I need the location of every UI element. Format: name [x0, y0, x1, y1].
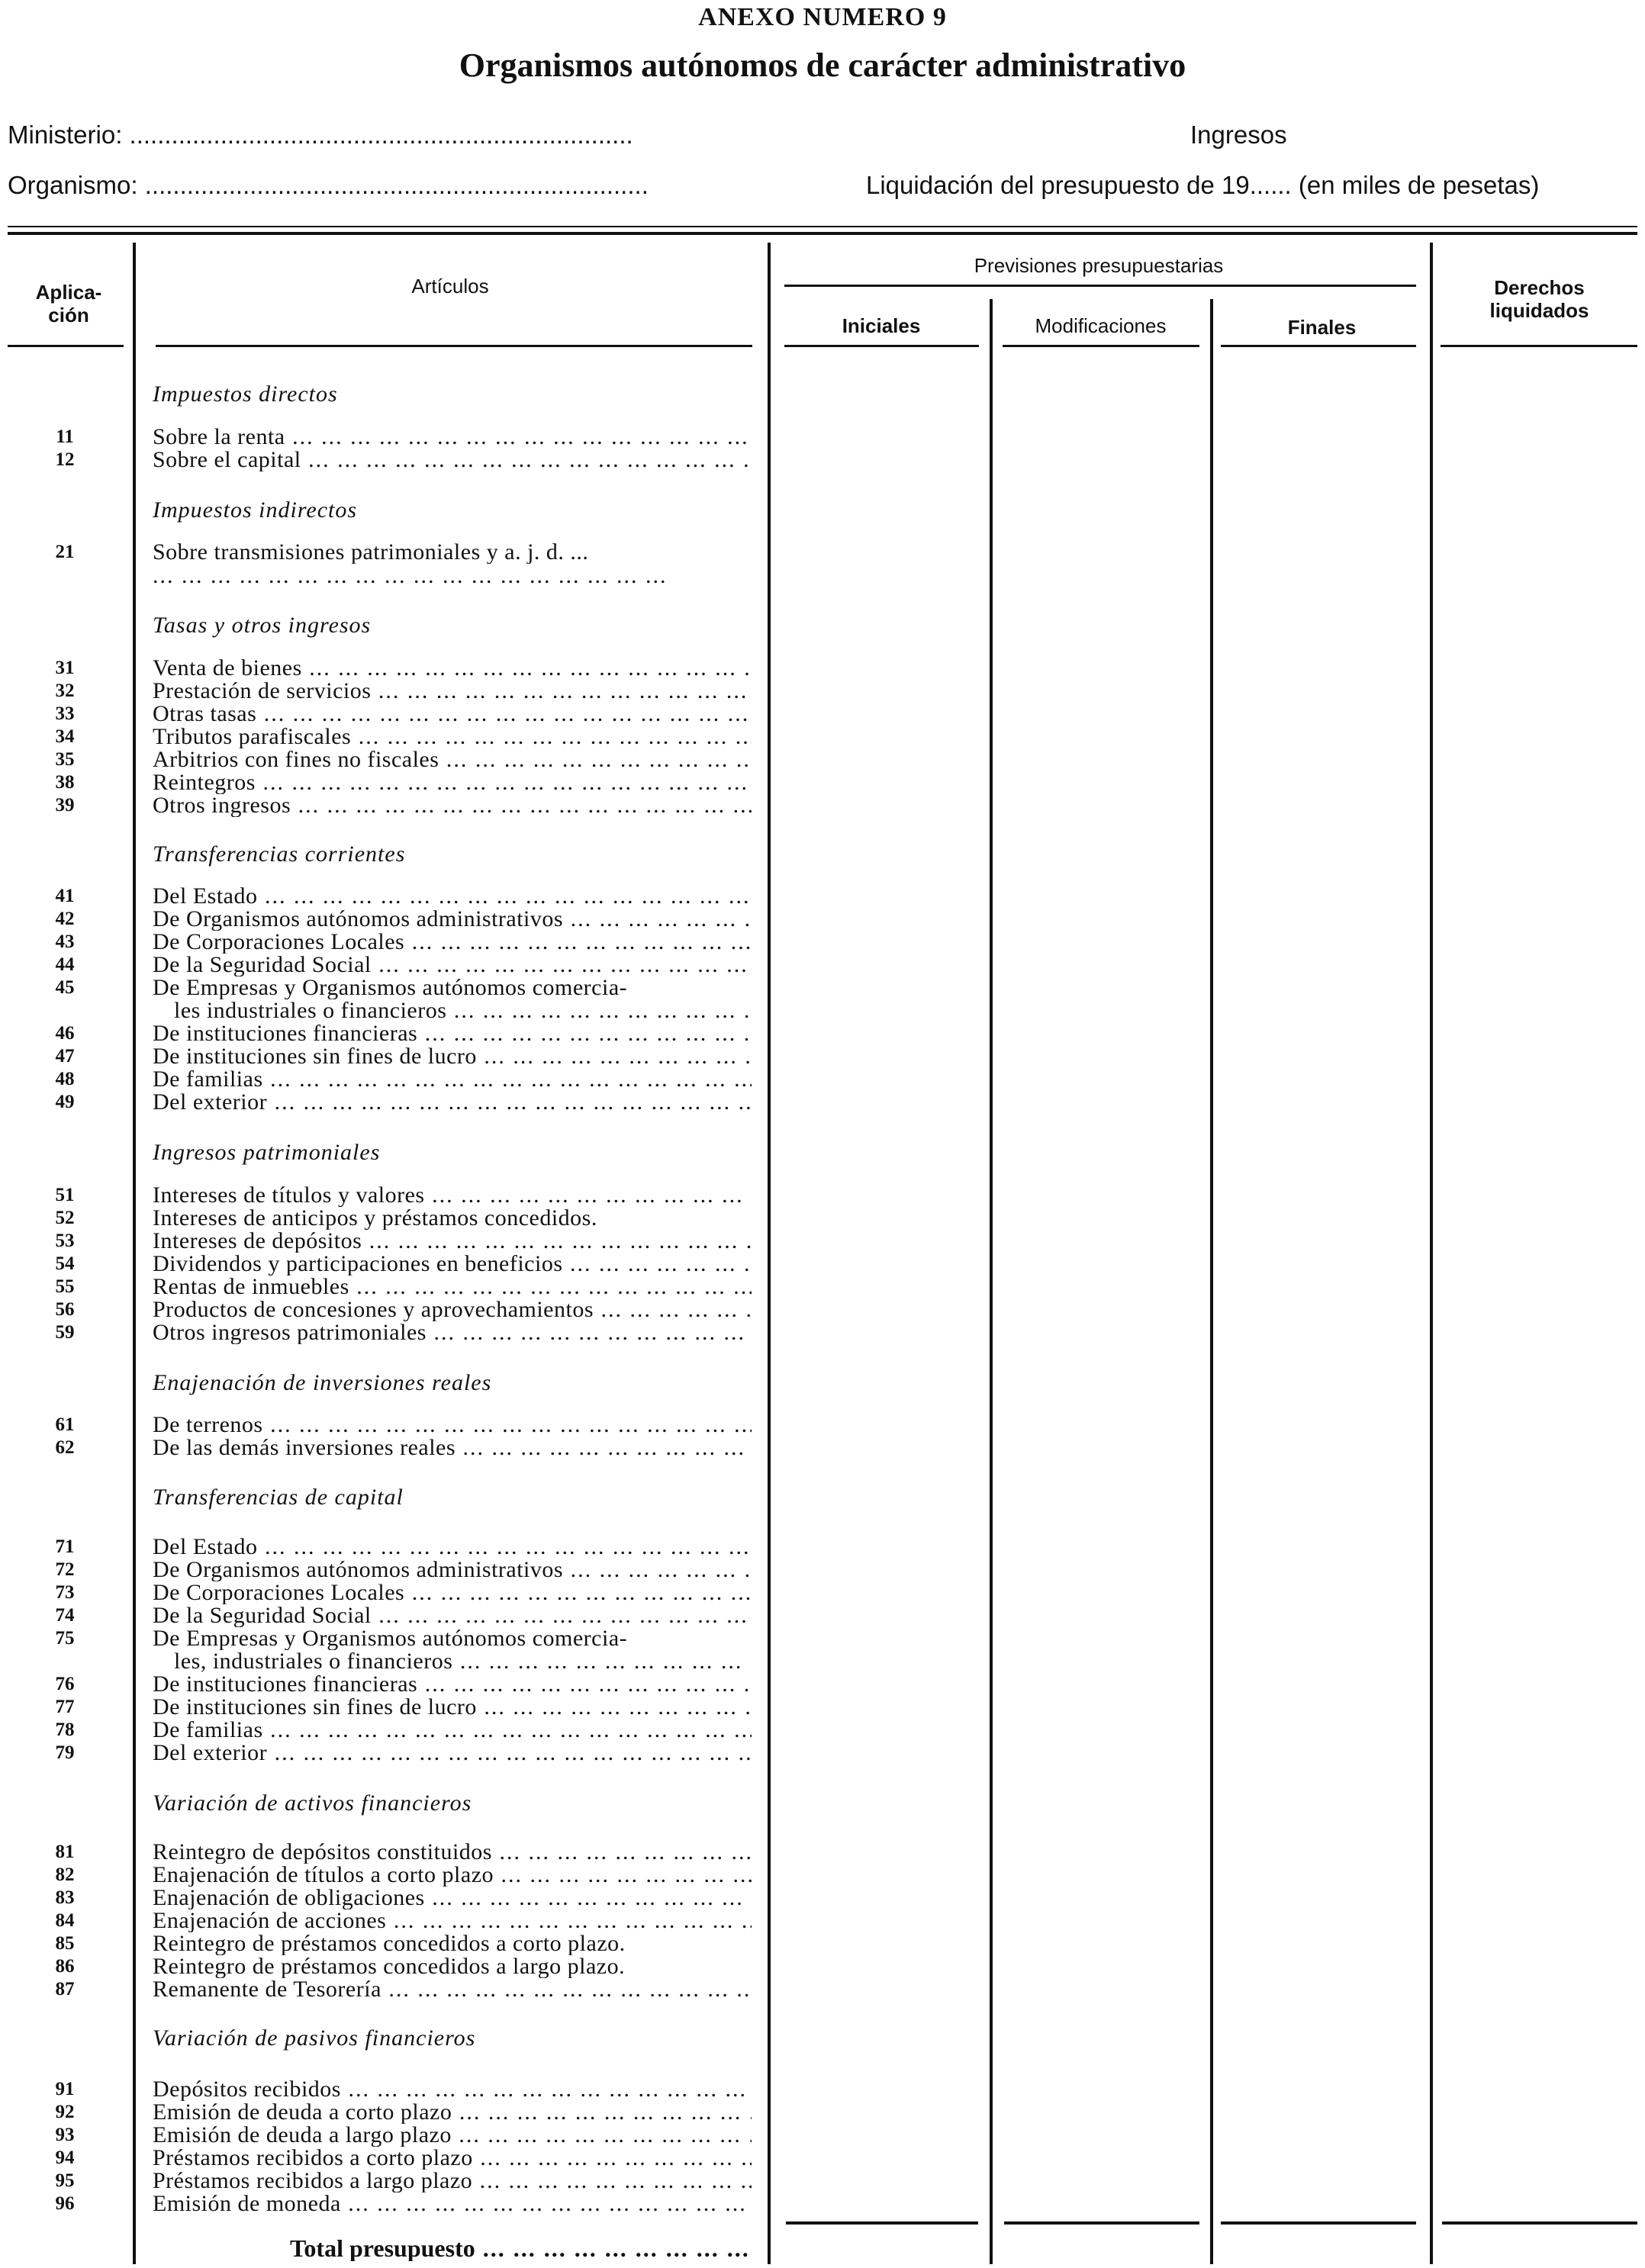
row-label: De las demás inversiones reales ... . [153, 1436, 752, 1459]
row-label: Reintegros ... . [153, 771, 752, 794]
row-code: 47 [55, 1046, 75, 1066]
top-rule-thick [8, 232, 1637, 235]
row-code: 52 [55, 1208, 75, 1228]
ingresos-label: Ingresos [1190, 121, 1287, 149]
row-code: 78 [55, 1719, 75, 1740]
row-code: 43 [55, 931, 75, 952]
row-label: Del exterior ... . [153, 1742, 752, 1765]
row-label: De instituciones sin fines de lucro ... . [153, 1045, 752, 1068]
row-code: 49 [55, 1092, 75, 1112]
row-code: 73 [55, 1582, 75, 1603]
row-code: 72 [55, 1559, 75, 1580]
col-divider-modificaciones [1210, 299, 1213, 2264]
liquidacion-label: Liquidación del presupuesto de 19...... (en miles de pesetas) [866, 171, 1540, 199]
header-aplicacion [15, 281, 122, 327]
row-code: 45 [55, 977, 75, 998]
row-label: Intereses de anticipos y préstamos concedidos. [153, 1207, 597, 1230]
row-label: De Corporaciones Locales ... . [153, 931, 752, 954]
row-label: Enajenación de acciones ... . [153, 1909, 752, 1932]
row-label: De familias ... . [153, 1068, 752, 1091]
row-code: 34 [55, 726, 75, 747]
row-code: 81 [55, 1842, 75, 1862]
row-code: 53 [55, 1231, 75, 1251]
row-label: Del Estado ... . [153, 1536, 752, 1559]
row-label: De Corporaciones Locales ... . [153, 1581, 752, 1604]
row-label: Tributos parafiscales ... . [153, 725, 752, 748]
header-rule-derechos [1441, 345, 1637, 347]
section-title: Variación de pasivos financieros [153, 2025, 476, 2051]
header-derechos [1438, 276, 1640, 322]
row-label: De la Seguridad Social ... . [153, 1604, 752, 1627]
top-rule-thin [8, 226, 1637, 227]
row-code: 93 [55, 2125, 75, 2145]
row-label: Sobre la renta ... . [153, 426, 752, 449]
row-code: 94 [55, 2147, 75, 2168]
section-title: Enajenación de inversiones reales [153, 1370, 492, 1395]
row-code: 55 [55, 1276, 75, 1297]
row-code: 31 [55, 658, 75, 678]
row-label: De familias ... . [153, 1719, 752, 1742]
section-title: Variación de activos financieros [153, 1790, 472, 1816]
header-derechos-line1: Derechos [1494, 276, 1585, 299]
ministerio-field: Ministerio: ........................................................................ [8, 121, 633, 149]
row-label: Reintegro de préstamos concedidos a largo plazo. [153, 1955, 626, 1978]
row-code: 84 [55, 1910, 75, 1931]
row-label: De Organismos autónomos administrativos ... . [153, 1559, 752, 1581]
row-label: Remanente de Tesorería ... . [153, 1978, 752, 2001]
row-label: Otros ingresos patrimoniales ... . [153, 1321, 752, 1344]
col-divider-articulos [768, 243, 771, 2264]
col-divider-finales [1430, 243, 1433, 2264]
dots-filler: ... ... ... ... ... ... ... ... ... ... ... ... ... ... ... ... ... ... [153, 565, 668, 587]
row-code: 85 [55, 1933, 75, 1954]
row-label: Rentas de inmuebles ... . [153, 1276, 752, 1298]
row-code: 95 [55, 2170, 75, 2191]
header-rule-modificaciones [1003, 345, 1199, 347]
row-code: 83 [55, 1887, 75, 1908]
header-rule-articulos [156, 345, 752, 347]
row-label: Enajenación de obligaciones ... . [153, 1887, 752, 1909]
row-code: 87 [55, 1979, 75, 1999]
row-label: Emisión de moneda ... . [153, 2192, 752, 2215]
row-label: Del exterior ... . [153, 1091, 752, 1114]
row-code: 48 [55, 1069, 75, 1089]
row-label-continuation: les, industriales o financieros ... . [174, 1650, 752, 1673]
col-divider-code [133, 243, 136, 2264]
row-label: Sobre el capital ... . [153, 449, 752, 471]
row-code: 35 [55, 749, 75, 770]
row-code: 79 [55, 1742, 75, 1763]
row-code: 46 [55, 1023, 75, 1044]
row-label: Emisión de deuda a largo plazo ... . [153, 2124, 752, 2147]
row-label: De instituciones sin fines de lucro ... . [153, 1696, 752, 1719]
row-label: De Organismos autónomos administrativos ... . [153, 908, 752, 931]
row-code: 56 [55, 1299, 75, 1320]
row-code: 71 [55, 1536, 75, 1557]
row-code: 33 [55, 703, 75, 724]
row-label: De instituciones financieras ... . [153, 1022, 752, 1045]
row-code: 51 [55, 1185, 75, 1205]
total-presupuesto: Total presupuesto ... . [290, 2235, 752, 2261]
row-code: 39 [55, 795, 75, 816]
row-code: 86 [55, 1956, 75, 1977]
section-title: Transferencias de capital [153, 1485, 404, 1510]
col-divider-iniciales [990, 299, 993, 2264]
total-rule-finales [1221, 2221, 1416, 2225]
section-title: Ingresos patrimoniales [153, 1140, 381, 1165]
row-label: Otras tasas ... . [153, 703, 752, 725]
organismo-field: Organismo: ........................................................................ [8, 171, 649, 199]
row-label: De Empresas y Organismos autónomos comercia- [153, 1627, 628, 1650]
row-label: Depósitos recibidos ... . [153, 2078, 752, 2101]
row-label: De la Seguridad Social ... . [153, 954, 752, 976]
row-code: 42 [55, 909, 75, 929]
header-previsiones: Previsiones presupuestarias [974, 254, 1224, 277]
row-label: Prestación de servicios ... . [153, 680, 752, 703]
row-label: Reintegro de préstamos concedidos a corto plazo. [153, 1932, 626, 1955]
row-code: 12 [55, 449, 75, 470]
page-title: Organismos autónomos de carácter administrativo [459, 47, 1186, 84]
row-label: Del Estado ... . [153, 885, 752, 908]
row-code: 38 [55, 772, 75, 793]
previsiones-rule [784, 285, 1416, 287]
row-code: 96 [55, 2193, 75, 2214]
header-articulos: Artículos [411, 275, 489, 298]
header-rule-finales [1221, 345, 1416, 347]
row-code: 91 [55, 2079, 75, 2099]
row-code: 77 [55, 1697, 75, 1717]
row-code: 62 [55, 1437, 75, 1458]
row-label: Préstamos recibidos a corto plazo ... . [153, 2147, 752, 2170]
section-title: Tasas y otros ingresos [153, 613, 372, 638]
row-code: 76 [55, 1674, 75, 1694]
header-iniciales: Iniciales [842, 314, 921, 337]
annex-number: ANEXO NUMERO 9 [698, 3, 947, 31]
total-rule-modificaciones [1004, 2221, 1199, 2225]
row-label: Productos de concesiones y aprovechamientos ... . [153, 1298, 752, 1321]
section-title: Transferencias corrientes [153, 841, 406, 867]
row-label: De terrenos ... . [153, 1414, 752, 1436]
row-label: De Empresas y Organismos autónomos comercia- [153, 976, 628, 999]
row-label: Intereses de títulos y valores ... . [153, 1184, 752, 1207]
row-code: 75 [55, 1628, 75, 1649]
row-code: 92 [55, 2102, 75, 2122]
row-label: Préstamos recibidos a largo plazo ... . [153, 2170, 752, 2192]
row-label-continuation: les industriales o financieros ... . [174, 999, 752, 1022]
row-label: Enajenación de títulos a corto plazo ... . [153, 1864, 752, 1887]
header-aplicacion-line1: Aplica- [35, 281, 102, 304]
row-label: Sobre transmisiones patrimoniales y a. j. d. ... [153, 541, 589, 564]
row-code: 82 [55, 1864, 75, 1885]
total-rule-iniciales [786, 2221, 978, 2225]
section-title: Impuestos indirectos [153, 497, 358, 523]
total-rule-derechos [1442, 2221, 1637, 2225]
row-code: 54 [55, 1253, 75, 1274]
row-label: Dividendos y participaciones en beneficios ... . [153, 1253, 752, 1276]
row-code: 21 [55, 542, 75, 562]
header-rule-code [8, 345, 124, 347]
row-code: 61 [55, 1414, 75, 1435]
header-rule-iniciales [784, 345, 979, 347]
header-modificaciones: Modificaciones [1035, 314, 1167, 337]
section-title: Impuestos directos [153, 381, 338, 407]
header-derechos-line2: liquidados [1489, 299, 1589, 322]
header-aplicacion-line2: ción [48, 304, 89, 327]
row-code: 32 [55, 680, 75, 701]
row-label: Venta de bienes ... . [153, 657, 752, 680]
row-label: Emisión de deuda a corto plazo ... . [153, 2101, 752, 2124]
row-label: Intereses de depósitos ... . [153, 1230, 752, 1253]
row-label: De instituciones financieras ... . [153, 1673, 752, 1696]
row-code: 59 [55, 1322, 75, 1343]
row-label: Arbitrios con fines no fiscales ... . [153, 748, 752, 771]
row-code: 11 [56, 426, 74, 447]
row-code: 41 [55, 886, 75, 906]
row-code: 74 [55, 1605, 75, 1626]
row-label: Otros ingresos ... . [153, 794, 752, 817]
row-label: Reintegro de depósitos constituidos ... . [153, 1841, 752, 1864]
row-code: 44 [55, 954, 75, 975]
header-finales: Finales [1287, 316, 1357, 339]
